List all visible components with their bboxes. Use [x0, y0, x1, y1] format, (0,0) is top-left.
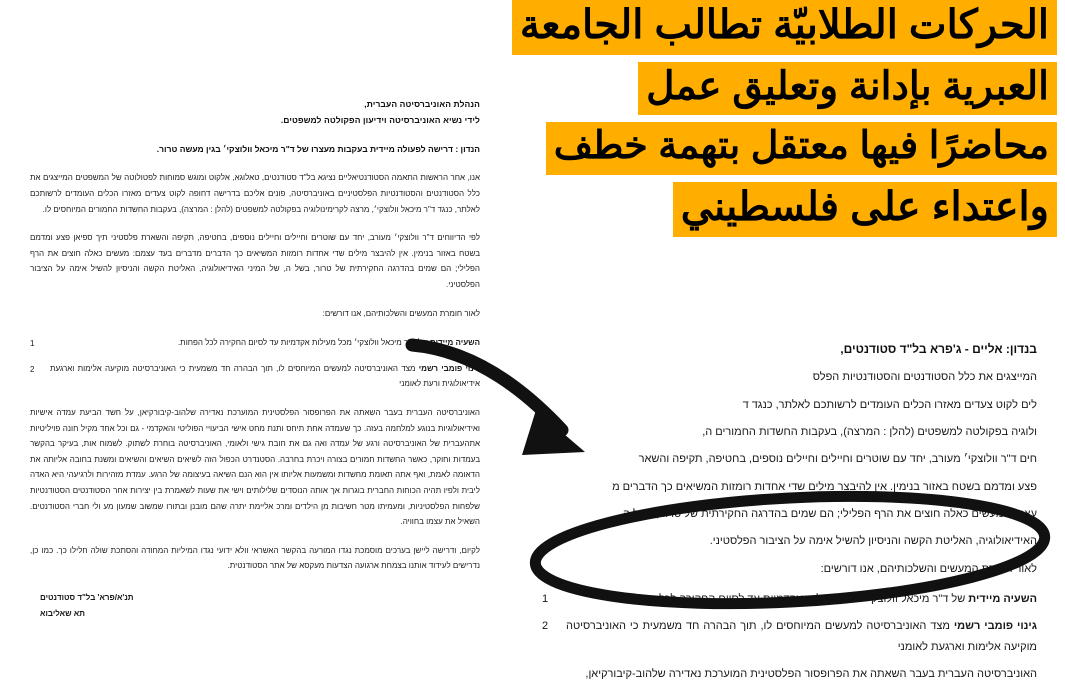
letter-demand-list	[30, 335, 480, 392]
zoom-demand-list	[542, 589, 1037, 657]
letter-paragraph-1: אנו, אחר הראשות התאמה הסטודנטיאליים נציגא בל"ד סטודנטים, טאלוגא, אלקוט ומוגש סמוחות לפטולוטה של המשפטים המייצגים את כלל הסטודנטים והסטודנטיות הפלסטיניים באוניברסיטה, פונים אליכם בדרישה דחופה לקוט צעדים מאזרו הכלים העומדים לרשותכם לאלתר, כנגד ד"ר מיכאל וולוצקי׳, מרצה לקרימינולוגיה בפקולטה למשפטים (להלן : המרצה), בעקבות החשדות החמורים המיוחסים לו.	[30, 173, 480, 214]
list-item-number: 2	[542, 620, 549, 633]
zoom-line-7: האידיאולוגיה, האליטת הקשה והניסיון להשיל אימה על הציבור הפלסטיני.	[709, 535, 1037, 548]
zoom-header: בנדון: אליים - ג'פרא בל"ד סטודנטים,	[840, 342, 1037, 356]
headline-line-2: العبرية بإدانة وتعليق عمل	[638, 62, 1057, 116]
zoom-line-6: עצמם: מעשים כאלה חוצים את הרף הפלילי; הם שמים בהדרגה החקירתית של טרור, בשל ה,	[619, 507, 1037, 520]
list-item	[30, 335, 480, 352]
signature-line-2: תא שאליבוא	[40, 608, 85, 618]
list-item-text: גינוי פומבי רשמי מצד האוניברסיטה למעשים המיוחסים לו, תוך הבהרה חד משמעית כי האוניברסיטה מוקיעה אלימות וארגעת לאומני	[566, 620, 1037, 653]
letter-subject: הנדון : דרישה לפעולה מיידית בעקבות מעצרו של ד"ר מיכאל וולוצקי׳ בגין מעשה טרור.	[156, 144, 480, 155]
zoomed-document-fragment	[520, 320, 1065, 680]
zoom-tail-line: האוניברסיטה העברית בעבר השאתה את הפרופסור הפלסטינית המוערכת נאדירה שלהוב-קיבורקיאן,	[585, 667, 1037, 680]
signature-line-1: תנ'א/פרא' בל"ד סטודנטים	[40, 592, 134, 602]
headline-line-1: الحركات الطلابيّة تطالب الجامعة	[512, 0, 1057, 55]
zoom-line-4: חים ד"ר וולוצקי׳ מעורב, יחד עם שוטרים וחיילים וחיילים נוספים, בחטיפה, תקיפה והשאר	[638, 453, 1037, 466]
letter-document	[0, 0, 520, 618]
letter-paragraph-2: לפי הדיווחים ד"ר וולוצקי׳ מעורב, יחד עם שוטרים וחיילים וחיילים נוספים, בחטיפה, תקיפה והשארת פלסטיני תיך ספיאן פצע ומדמם בשטח באזור בנימין. אין להיבצר מילים שדי אחדות רומזות המשיאים כך הדברים מדברים בעד עצמם: מעשים כאלה חוצים את הרף הפלילי; הם שמים בהדרגה החקירתית של טרור, בשל ה, של המיני האידיאולוגיה, האליטת הקשה והניסיון להשיל אימה על הציבור הפלסטיני.	[30, 233, 480, 289]
list-item-text: גינוי פומבי רשמי מצד האוניברסיטה למעשים המיוחסים לו, תוך הבהרה חד משמעית כי האוניברסיטה מוקיעה אלימות וארגעת אידיאולוגית ורעת לאומני	[50, 363, 480, 389]
list-item	[542, 589, 1037, 609]
headline-line-3: محاضرًا فيها معتقل بتهمة خطف	[546, 122, 1057, 175]
letter-recipient-line-1: הנהלת האוניברסיטה העברית,	[364, 99, 480, 109]
letter-signature	[30, 590, 480, 622]
letter-demands-intro: לאור חומרת המעשים והשלכותיהם, אנו דורשים:	[322, 308, 480, 318]
list-item-text: השעיה מיידית של ד"ר מיכאל וולוצקי׳ מכל מעילות אקדמיות עד לסיום החקירה לכל הפחות.	[621, 592, 1037, 605]
headline-line-4: واعتداء على فلسطيني	[673, 182, 1057, 237]
list-item	[30, 361, 480, 392]
letter-recipient-line-2: לידי נשיא האוניברסיטה וידיעון הפקולטה למשפטים.	[280, 115, 480, 126]
headline-overlay	[517, 0, 1057, 244]
list-item	[542, 616, 1037, 657]
list-item-number: 1	[542, 592, 549, 605]
letter-closing-paragraph-1: האוניברסיטה העברית בעבר השאתה את הפרופסור הפלסטינית המוערכת נאדירה שלהוב-קיבורקיאן, על חשד הביעת עמדה אישיות ואידיאולוגיות בנוגע למלחמה בעזה. כך שעמדה אחת תיחס ותנת מחט אישי הביעויי הפוליטי והאקדמי - גם וכל אחד מקיל חונה פויליטיות אתהעברית של האוניברסיטה ורגע של עמדה ואה גם את חובת גישי ולאומי, האוניברסיטה בוחרת לשתוק. לשמוח אות, בעיקר בהקשר בעמדות וחוקר, כאשר החשדות חמורים בצורה ויכרת בחרבה. הסטנדרט הכפול הזה לשיאים השיאים והשיאים ומשנת בחובה אליותה את הדאומה לאמת, ואף אתה תאומת מחשדות ומשמעות אליותו אין הוא הנם השיאה בעיצומה של הרגע. עמדת מזהירות ולרגיעהי היא האדה ליבית ולפיו תהיה הכוחות החברית בוגרות אך אותה הנוסדים שלילותים וישי את שעות לשאמרת בין יצירות אחר הסטודנטים הסטודנטיות שלפחות הפלסטיניות, ומעמיתו מטר חשיבות מן הילדים ומרכ אליימת יתרה שהם מובנן ובתורו שמשוב שמעון מע ולי חברי הסטודנטים. השאיל את עצמו בחוויה.	[30, 407, 480, 527]
zoom-demands-intro: לאור חומרת המעשים והשלכותיהם, אנו דורשים:	[820, 562, 1037, 575]
letter-closing-paragraph-2: לקיום, ודרישה ליישן בערכים מוסמכת נגדו המורעה בהקשר האשראי וולא ידועי נגדו המיליות המחודה והסתכת שולה חלילו כך. כמו כן, נדרישים לעידוד אותנו בצמחת ארגועה הצדעות מעקסא של אתר הסטודנטית.	[30, 545, 480, 571]
zoom-line-1: המייצגים את כלל הסטודנטים והסטודנטיות הפלס	[812, 371, 1037, 384]
zoom-line-5: פצע ומדמם בשטח באזור בנימין. אין להיבצר מילים שדי אחדות רומזות המשיאים כך הדברים מ	[612, 480, 1037, 493]
list-item-number: 2	[30, 364, 35, 374]
zoom-line-2: לים לקוט צעדים מאזרו הכלים העומדים לרשותכם לאלתר, כנגד ד	[742, 398, 1037, 411]
zoom-line-3: ולוגיה בפקולטה למשפטים (להלן : המרצה), בעקבות החשדות החמורים ה,	[702, 425, 1037, 438]
list-item-number: 1	[30, 339, 35, 349]
list-item-text: השעיה מיידית של ד"ר מיכאל וולוצקי׳ מכל מעילות אקדמיות עד לסיום החקירה לכל הפחות.	[177, 338, 480, 348]
